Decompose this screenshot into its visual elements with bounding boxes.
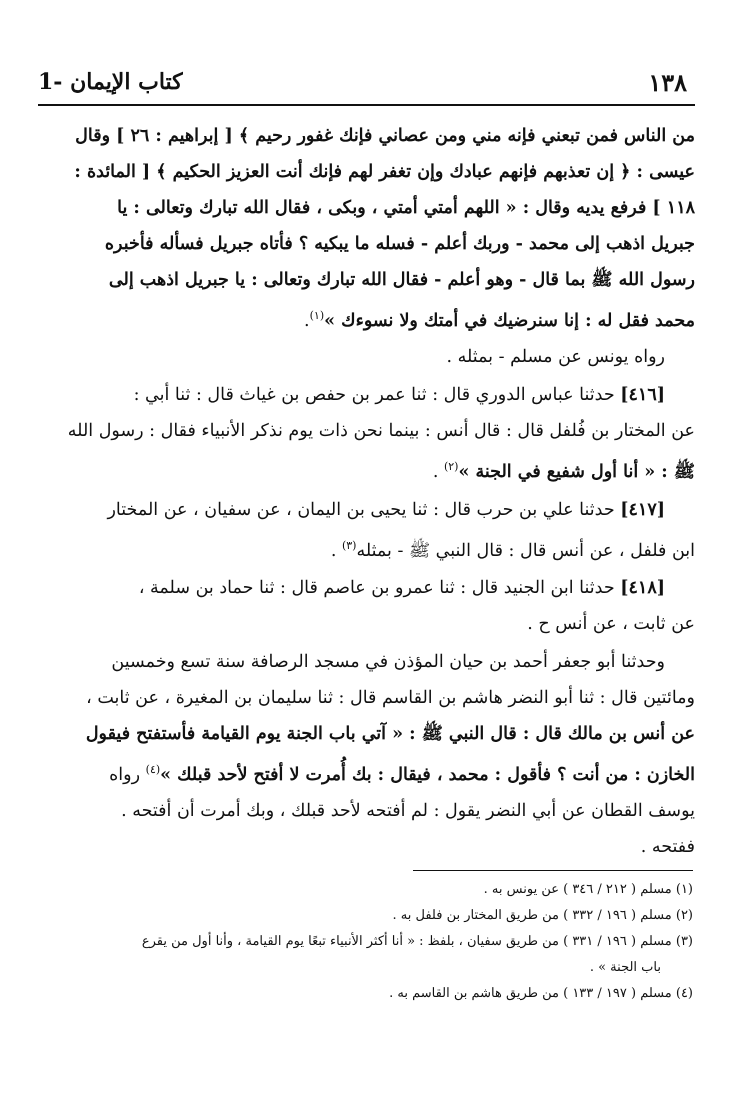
footnote-2: (٢) مسلم ( ١٩٦ / ٣٣٢ ) من طريق المختار بن فلفل به . [392,908,693,923]
text-line: رواه [109,765,141,786]
footnote-4: (٤) مسلم ( ١٩٧ / ١٣٣ ) من طريق هاشم بن القاسم به . [389,986,693,1001]
footnote-ref: (٣) [341,538,357,552]
text-line: وحدثنا أبو جعفر أحمد بن حيان المؤذن في مسجد الرصافة سنة تسع وخمسين [111,652,665,673]
hadith-417: [٤١٧] حدثنا علي بن حرب قال : ثنا يحيى بن اليمان ، عن سفيان ، عن المختار ابن فلفل ، عن أنس قال : قال النبي ﷺ - بمثله$^{(٣)}$ . [107,499,695,561]
hadith-418 [38,570,695,642]
text-line: ومائتين قال : ثنا أبو النضر هاشم بن القاسم قال : ثنا سليمان بن المغيرة ، عن ثابت ، [86,688,695,709]
text-line: الخازن : من أنت ؟ فأقول : محمد ، فيقال : بك أُمرت لا أفتح لأحد قبلك » [160,765,695,786]
text-line: محمد فقل له : إنا سنرضيك في أمتك ولا نسوءك » [324,310,695,331]
footnote-ref: (٢) [443,459,459,473]
text-line: ﷺ : « أنا أول شفيع في الجنة » [458,461,695,482]
text-line: حدثنا ابن الجنيد قال : ثنا عمرو بن عاصم قال : ثنا حماد بن سلمة ، [138,578,615,599]
footnote-3-continuation: باب الجنة » . [589,960,661,975]
page-number: ١٣٨ [648,67,687,97]
paragraph [38,339,695,375]
text-line: ففتحه . [640,837,695,858]
hadith-number: [٤١٦] [620,384,665,405]
text-line: رواه يونس عن مسلم - بمثله . [446,346,665,367]
text-line: يوسف القطان عن أبي النضر يقول : لم أفتحه لأحد قبلك ، وبك أمرت أن أفتحه . [121,801,695,822]
main-text [38,118,695,865]
footnote-divider [413,870,693,871]
text-line: ١١٨ ] فرفع يديه وقال : « اللهم أمتي أمتي ، وبكى ، فقال الله تبارك وتعالى : يا [117,198,695,218]
text-line: ابن فلفل ، عن أنس قال : قال النبي ﷺ - بمثله [356,540,695,561]
hadith-number: [٤١٨] [620,578,665,599]
footnote-1: (١) مسلم ( ٢١٢ / ٣٤٦ ) عن يونس به . [483,882,693,897]
footnote-ref: (٤) [145,763,161,777]
text-line: عن ثابت ، عن أنس ح . [527,614,695,635]
footnote-ref: (١) [309,309,325,322]
text-line: رسول الله ﷺ بما قال - وهو أعلم - فقال الله تبارك وتعالى : يا جبريل اذهب إلى [108,270,695,290]
text-line: عن أنس بن مالك قال : قال النبي ﷺ : « آتي باب الجنة يوم القيامة فأستفتح فيقول [85,724,695,745]
hadith-number: [٤١٧] [620,499,665,520]
text-line: حدثنا عباس الدوري قال : ثنا عمر بن حفص بن غياث قال : ثنا أبي : [133,384,615,405]
text-line: من الناس فمن تبعني فإنه مني ومن عصاني فإنك غفور رحيم ﴾ [ إبراهيم : ٢٦ ] وقال [75,126,695,146]
text-line: جبريل اذهب إلى محمد - وربك أعلم - فسله ما يبكيه ؟ فأتاه جبريل فسأله فأخبره [104,234,695,254]
header-divider [38,104,695,106]
text-line: عيسى : ﴿ إن تعذبهم فإنهم عبادك وإن تغفر لهم فإنك أنت العزيز الحكيم ﴾ [ المائدة : [74,162,695,182]
page-header [38,62,687,102]
text-line: عن المختار بن فُلفل قال : قال أنس : بينما نحن ذات يوم نذكر الأنبياء فقال : رسول الله [67,420,695,441]
paragraph [38,644,695,865]
chapter-title: 1- كتاب الإيمان [38,69,183,95]
footnotes [38,878,693,1008]
paragraph: من الناس فمن تبعني فإنه مني ومن عصاني فإنك غفور رحيم ﴾ [ إبراهيم : ٢٦ ] وقال عيسى : ﴿ إن تعذبهم فإنهم عبادك وإن تغفر لهم فإنك أنت العزيز الحكيم ﴾ [ المائدة : ١١٨ ] فرفع يديه وقال : « اللهم أمتي أمتي ، وبكى ، فقال الله تبارك وتعالى : يا جبريل اذهب إلى محمد - وربك أعلم - فسله ما يبكيه ؟ فأتاه جبريل فسأله فأخبره رسول الله ﷺ بما قال - وهو أعلم - فقال الله تبارك وتعالى : يا جبريل اذهب إلى محمد فقل له : إنا سنرضيك في أمتك ولا نسوءك »$^{(١)}$. [74,126,695,331]
text-line: حدثنا علي بن حرب قال : ثنا يحيى بن اليمان ، عن سفيان ، عن المختار [107,499,615,520]
footnote-3: (٣) مسلم ( ١٩٦ / ٣٣١ ) من طريق سفيان ، بلفظ : « أنا أكثر الأنبياء تبعًا يوم القيامة ، وأنا أول من يقرع [141,934,693,949]
hadith-416: [٤١٦] حدثنا عباس الدوري قال : ثنا عمر بن حفص بن غياث قال : ثنا أبي : عن المختار بن فُلفل قال : قال أنس : بينما نحن ذات يوم نذكر الأنبياء فقال : رسول الله ﷺ : « أنا أول شفيع في الجنة »$^{(٢)}$ . [67,384,695,482]
